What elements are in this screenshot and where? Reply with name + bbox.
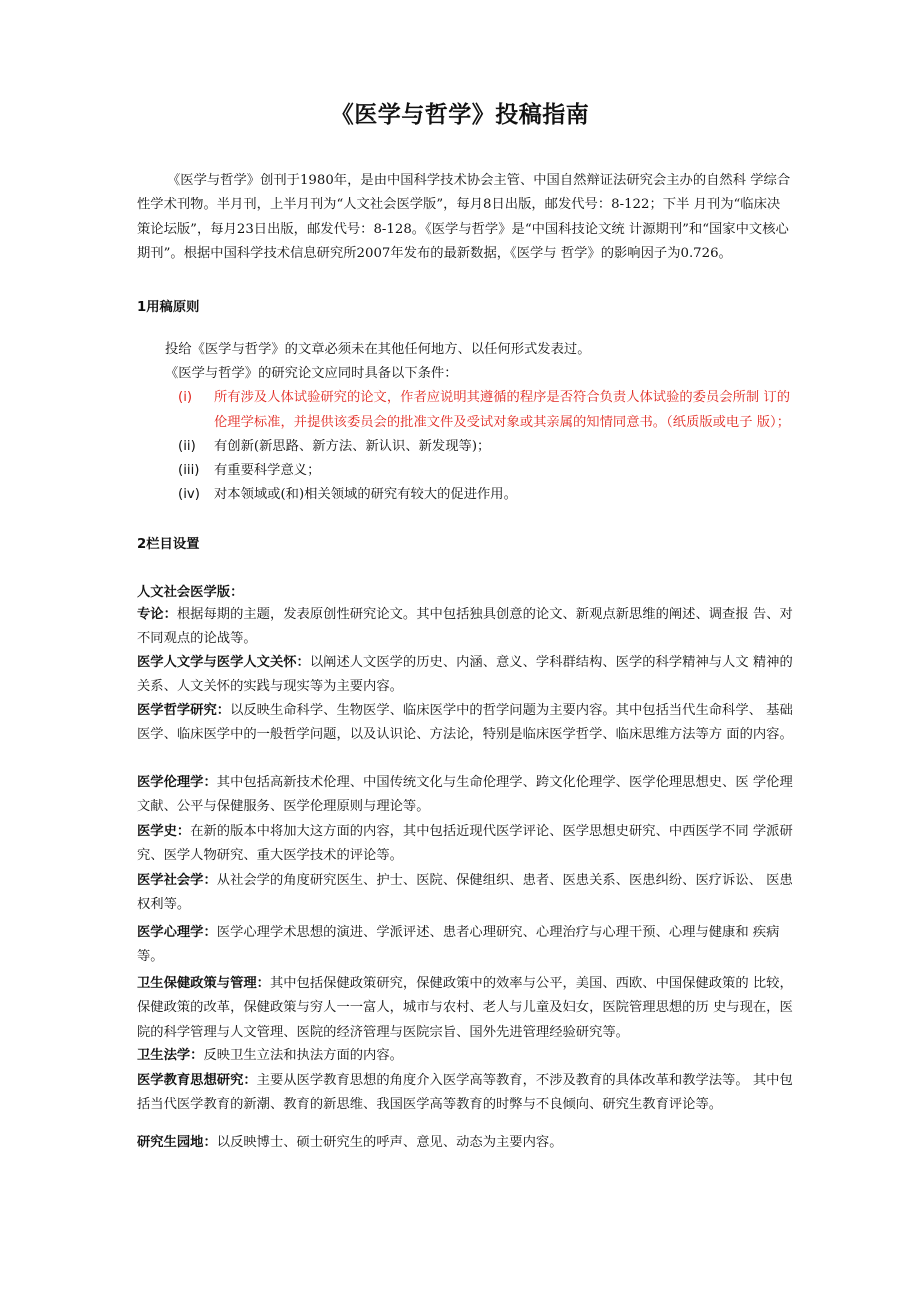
column-desc: 以反映生命科学、生物医学、临床医学中的哲学问题为主要内容。其中包括当代生命科学、 基础医学、临床医学中的一般哲学问题，以及认识论、方法论，特别是临床医学哲学、临床思维方法等方 面的内容。	[137, 703, 793, 743]
column-desc: 根据每期的主题，发表原创性研究论文。其中包括独具创意的论文、新观点新思维的阐述、调查报 告、对不同观点的论战等。	[137, 607, 793, 647]
condition-text: 有重要科学意义；	[214, 463, 321, 478]
edition-heading: 人文社会医学版：	[137, 585, 244, 600]
condition-item-3	[178, 459, 794, 484]
principle-line-1: 投给《医学与哲学》的文章必须未在其他任何地方、以任何形式发表过。	[165, 342, 591, 357]
column-desc: 其中包括保健政策研究，保健政策中的效率与公平，美国、西欧、中国保健政策的 比较，保健政策的改革，保健政策与穷人一一富人，城市与农村、老人与儿童及妇女，医院管理思想的历 史与现在，医院的科学管理与人文管理、医院的经济管理与医院宗旨、国外先进管理经验研究等。	[137, 976, 793, 1040]
column-desc: 以阐述人文医学的历史、内涵、意义、学科群结构、医学的科学精神与人文 精神的关系、人文关怀的实践与现实等为主要内容。	[137, 655, 793, 695]
column-item-graduate-garden	[137, 1131, 793, 1155]
column-name: 卫生法学：	[137, 1048, 204, 1063]
column-name: 医学哲学研究：	[137, 703, 231, 718]
column-item-special-topic	[137, 603, 793, 652]
condition-text: 所有涉及人体试验研究的论文，作者应说明其遵循的程序是否符合负责人体试验的委员会所制 订的伦理学标准，并提供该委员会的批准文件及受试对象或其亲属的知情同意书。（纸质版或电子 版）；	[214, 390, 790, 430]
column-name: 卫生保健政策与管理：	[137, 976, 270, 991]
column-item-medical-ethics	[137, 771, 793, 820]
condition-text: 对本领域或(和)相关领域的研究有较大的促进作用。	[214, 487, 517, 502]
column-desc: 从社会学的角度研究医生、护士、医院、保健组织、患者、医患关系、医患纠纷、医疗诉讼、 医患权利等。	[137, 873, 793, 913]
intro-paragraph: 《医学与哲学》创刊于1980年，是由中国科学技术协会主管、中国自然辩证法研究会主办的自然科 学综合性学术刊物。半月刊，上半月刊为“人文社会医学版”，每月8日出版，邮发代号：8-122；下半 月刊为“临床决策论坛版”，每月23日出版，邮发代号：8-128。《医学与哲学》是“中国科技论文统 计源期刊”和“国家中文核心期刊”。根据中国科学技术信息研究所2007年发布的最新数据，《医学与 哲学》的影响因子为0.726。	[137, 173, 791, 261]
column-name: 医学教育思想研究：	[137, 1073, 257, 1088]
condition-number: (ii)	[178, 439, 196, 454]
column-name: 医学心理学：	[137, 925, 217, 940]
condition-text: 有创新(新思路、新方法、新认识、新发现等)；	[214, 439, 491, 454]
column-name: 医学史：	[137, 824, 191, 839]
condition-number: (iv)	[178, 487, 200, 502]
column-desc: 反映卫生立法和执法方面的内容。	[203, 1048, 403, 1063]
column-name: 专论：	[137, 607, 177, 622]
section-heading-principles: 1用稿原则	[137, 300, 200, 315]
condition-number: (i)	[178, 390, 193, 405]
condition-item-4	[178, 483, 794, 508]
condition-item-1	[178, 386, 794, 435]
column-item-health-law	[137, 1044, 793, 1068]
column-item-medical-psychology	[137, 921, 793, 970]
column-desc: 其中包括高新技术伦理、中国传统文化与生命伦理学、跨文化伦理学、医学伦理思想史、医 学伦理文献、公平与保健服务、医学伦理原则与理论等。	[137, 775, 793, 815]
column-name: 研究生园地：	[137, 1135, 217, 1150]
column-name: 医学伦理学：	[137, 775, 217, 790]
column-item-medical-humanities	[137, 651, 793, 700]
column-desc: 以反映博士、硕士研究生的呼声、意见、动态为主要内容。	[216, 1135, 563, 1150]
column-desc: 在新的版本中将加大这方面的内容，其中包括近现代医学评论、医学思想史研究、中西医学不同 学派研究、医学人物研究、重大医学技术的评论等。	[137, 824, 793, 864]
condition-item-2	[178, 435, 794, 460]
column-item-medical-education	[137, 1069, 793, 1118]
page-title: 《医学与哲学》投稿指南	[330, 102, 590, 128]
column-name: 医学社会学：	[137, 873, 217, 888]
principle-line-2: 《医学与哲学》的研究论文应同时具备以下条件：	[165, 366, 458, 381]
section-heading-columns: 2栏目设置	[137, 537, 200, 552]
column-desc: 主要从医学教育思想的角度介入医学高等教育，不涉及教育的具体改革和教学法等。 其中包括当代医学教育的新潮、教育的新思维、我国医学高等教育的时弊与不良倾向、研究生教育评论等。	[137, 1073, 793, 1113]
column-item-medical-sociology	[137, 869, 793, 918]
condition-number: (iii)	[178, 463, 200, 478]
column-name: 医学人文学与医学人文关怀：	[137, 655, 310, 670]
column-item-medical-philosophy	[137, 699, 793, 748]
column-item-health-policy	[137, 972, 793, 1045]
column-desc: 医学心理学术思想的演进、学派评述、患者心理研究、心理治疗与心理干预、心理与健康和 疾病等。	[137, 925, 780, 965]
column-item-medical-history	[137, 820, 793, 869]
